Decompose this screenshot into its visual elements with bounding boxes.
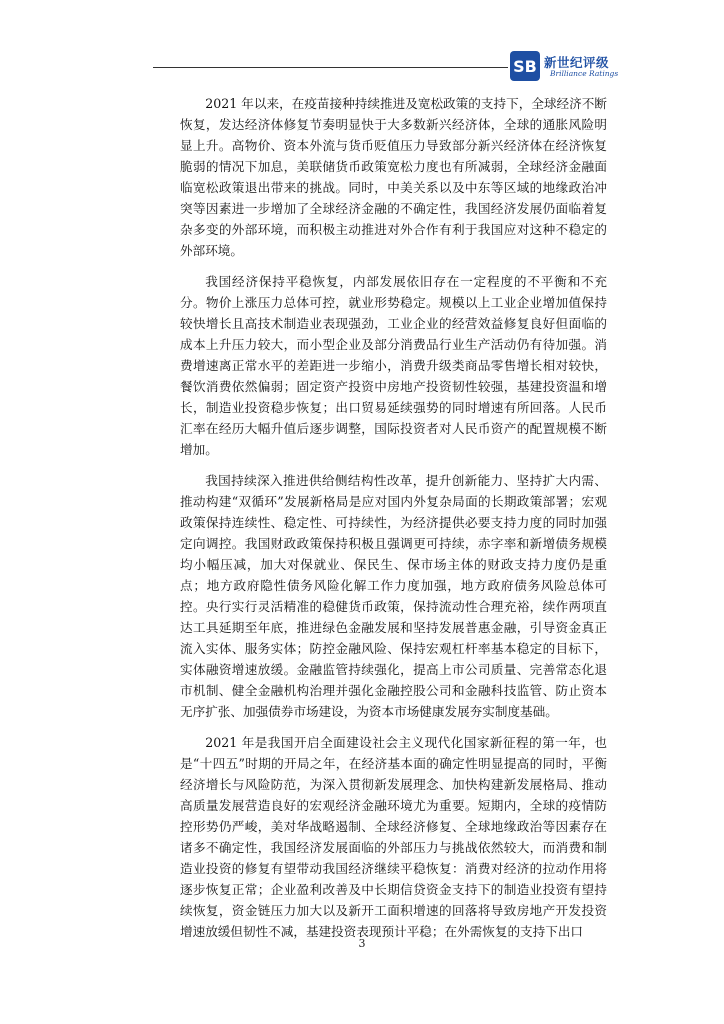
page-number: 3 [358, 937, 366, 950]
body-text [180, 93, 607, 952]
logo-text-cn: 新世纪评级 [544, 55, 610, 70]
logo [510, 51, 619, 81]
paragraph-3: 我国持续深入推进供给侧结构性改革，提升创新能力、坚持扩大内需、推动构建“双循环”发展新格局是应对国内外复杂局面的长期政策部署；宏观政策保持连续性、稳定性、可持续性，为经济提供必要支持力度的同时加强定向调控。我国财政政策保持积极且强调更可持续，赤字率和新增债务规模均小幅压减，加大对保就业、保民生、保市场主体的财政支持力度仍是重点；地方政府隐性债务风险化解工作力度加强，地方政府债务风险总体可控。央行实行灵活精准的稳健货币政策，保持流动性合理充裕，续作两项直达工具延期至年底，推进绿色金融发展和坚持发展普惠金融，引导资金真正流入实体、服务实体；防控金融风险、保持宏观杠杆率基本稳定的目标下，实体融资增速放缓。金融监管持续强化，提高上市公司质量、完善常态化退市机制、健全金融机构治理并强化金融控股公司和金融科技监管、防止资本无序扩张、加强债券市场建设，为资本市场健康发展夯实制度基础。 [180, 473, 607, 719]
logo-mark-text: SB [513, 57, 537, 76]
header-rule [153, 67, 508, 68]
paragraph-1: 2021 年以来，在疫苗接种持续推进及宽松政策的支持下，全球经济不断恢复，发达经济体修复节奏明显快于大多数新兴经济体，全球的通胀风险明显上升。高物价、资本外流与货币贬值压力导致部分新兴经济体在经济恢复脆弱的情况下加息，美联储货币政策宽松力度也有所减弱，全球经济金融面临宽松政策退出带来的挑战。同时，中美关系以及中东等区域的地缘政治冲突等因素进一步增加了全球经济金融的不确定性，我国经济发展仍面临着复杂多变的外部环境，而积极主动推进对外合作有利于我国应对这种不稳定的外部环境。 [180, 96, 607, 258]
logo-text-en: Brilliance Ratings [550, 69, 619, 78]
paragraph-4: 2021 年是我国开启全面建设社会主义现代化国家新征程的第一年，也是“十四五”时期的开局之年，在经济基本面的确定性明显提高的同时，平衡经济增长与风险防范，为深入贯彻新发展理念、加快构建新发展格局、推动高质量发展营造良好的宏观经济金融环境尤为重要。短期内，全球的疫情防控形势仍严峻，美对华战略遏制、全球经济修复、全球地缘政治等因素存在诸多不确定性，我国经济发展面临的外部压力与挑战依然较大，而消费和制造业投资的修复有望带动我国经济继续平稳恢复：消费对经济的拉动作用将逐步恢复正常；企业盈利改善及中长期信贷资金支持下的制造业投资有望持续恢复，资金链压力加大以及新开工面积增速的回落将导致房地产开发投资增速放缓但韧性不减，基建投资表现预计平稳；在外需恢复的支持下出口 [180, 735, 607, 939]
paragraph-2: 我国经济保持平稳恢复，内部发展依旧存在一定程度的不平衡和不充分。物价上涨压力总体可控，就业形势稳定。规模以上工业企业增加值保持较快增长且高技术制造业表现强劲，工业企业的经营效益修复良好但面临的成本上升压力较大，而小型企业及部分消费品行业生产活动仍有待加强。消费增速离正常水平的差距进一步缩小，消费升级类商品零售增长相对较快，餐饮消费依然偏弱；固定资产投资中房地产投资韧性较强，基建投资温和增长，制造业投资稳步恢复；出口贸易延续强势的同时增速有所回落。人民币汇率在经历大幅升值后逐步调整，国际投资者对人民币资产的配置规模不断增加。 [180, 274, 607, 457]
logo-mark-icon [510, 51, 540, 81]
